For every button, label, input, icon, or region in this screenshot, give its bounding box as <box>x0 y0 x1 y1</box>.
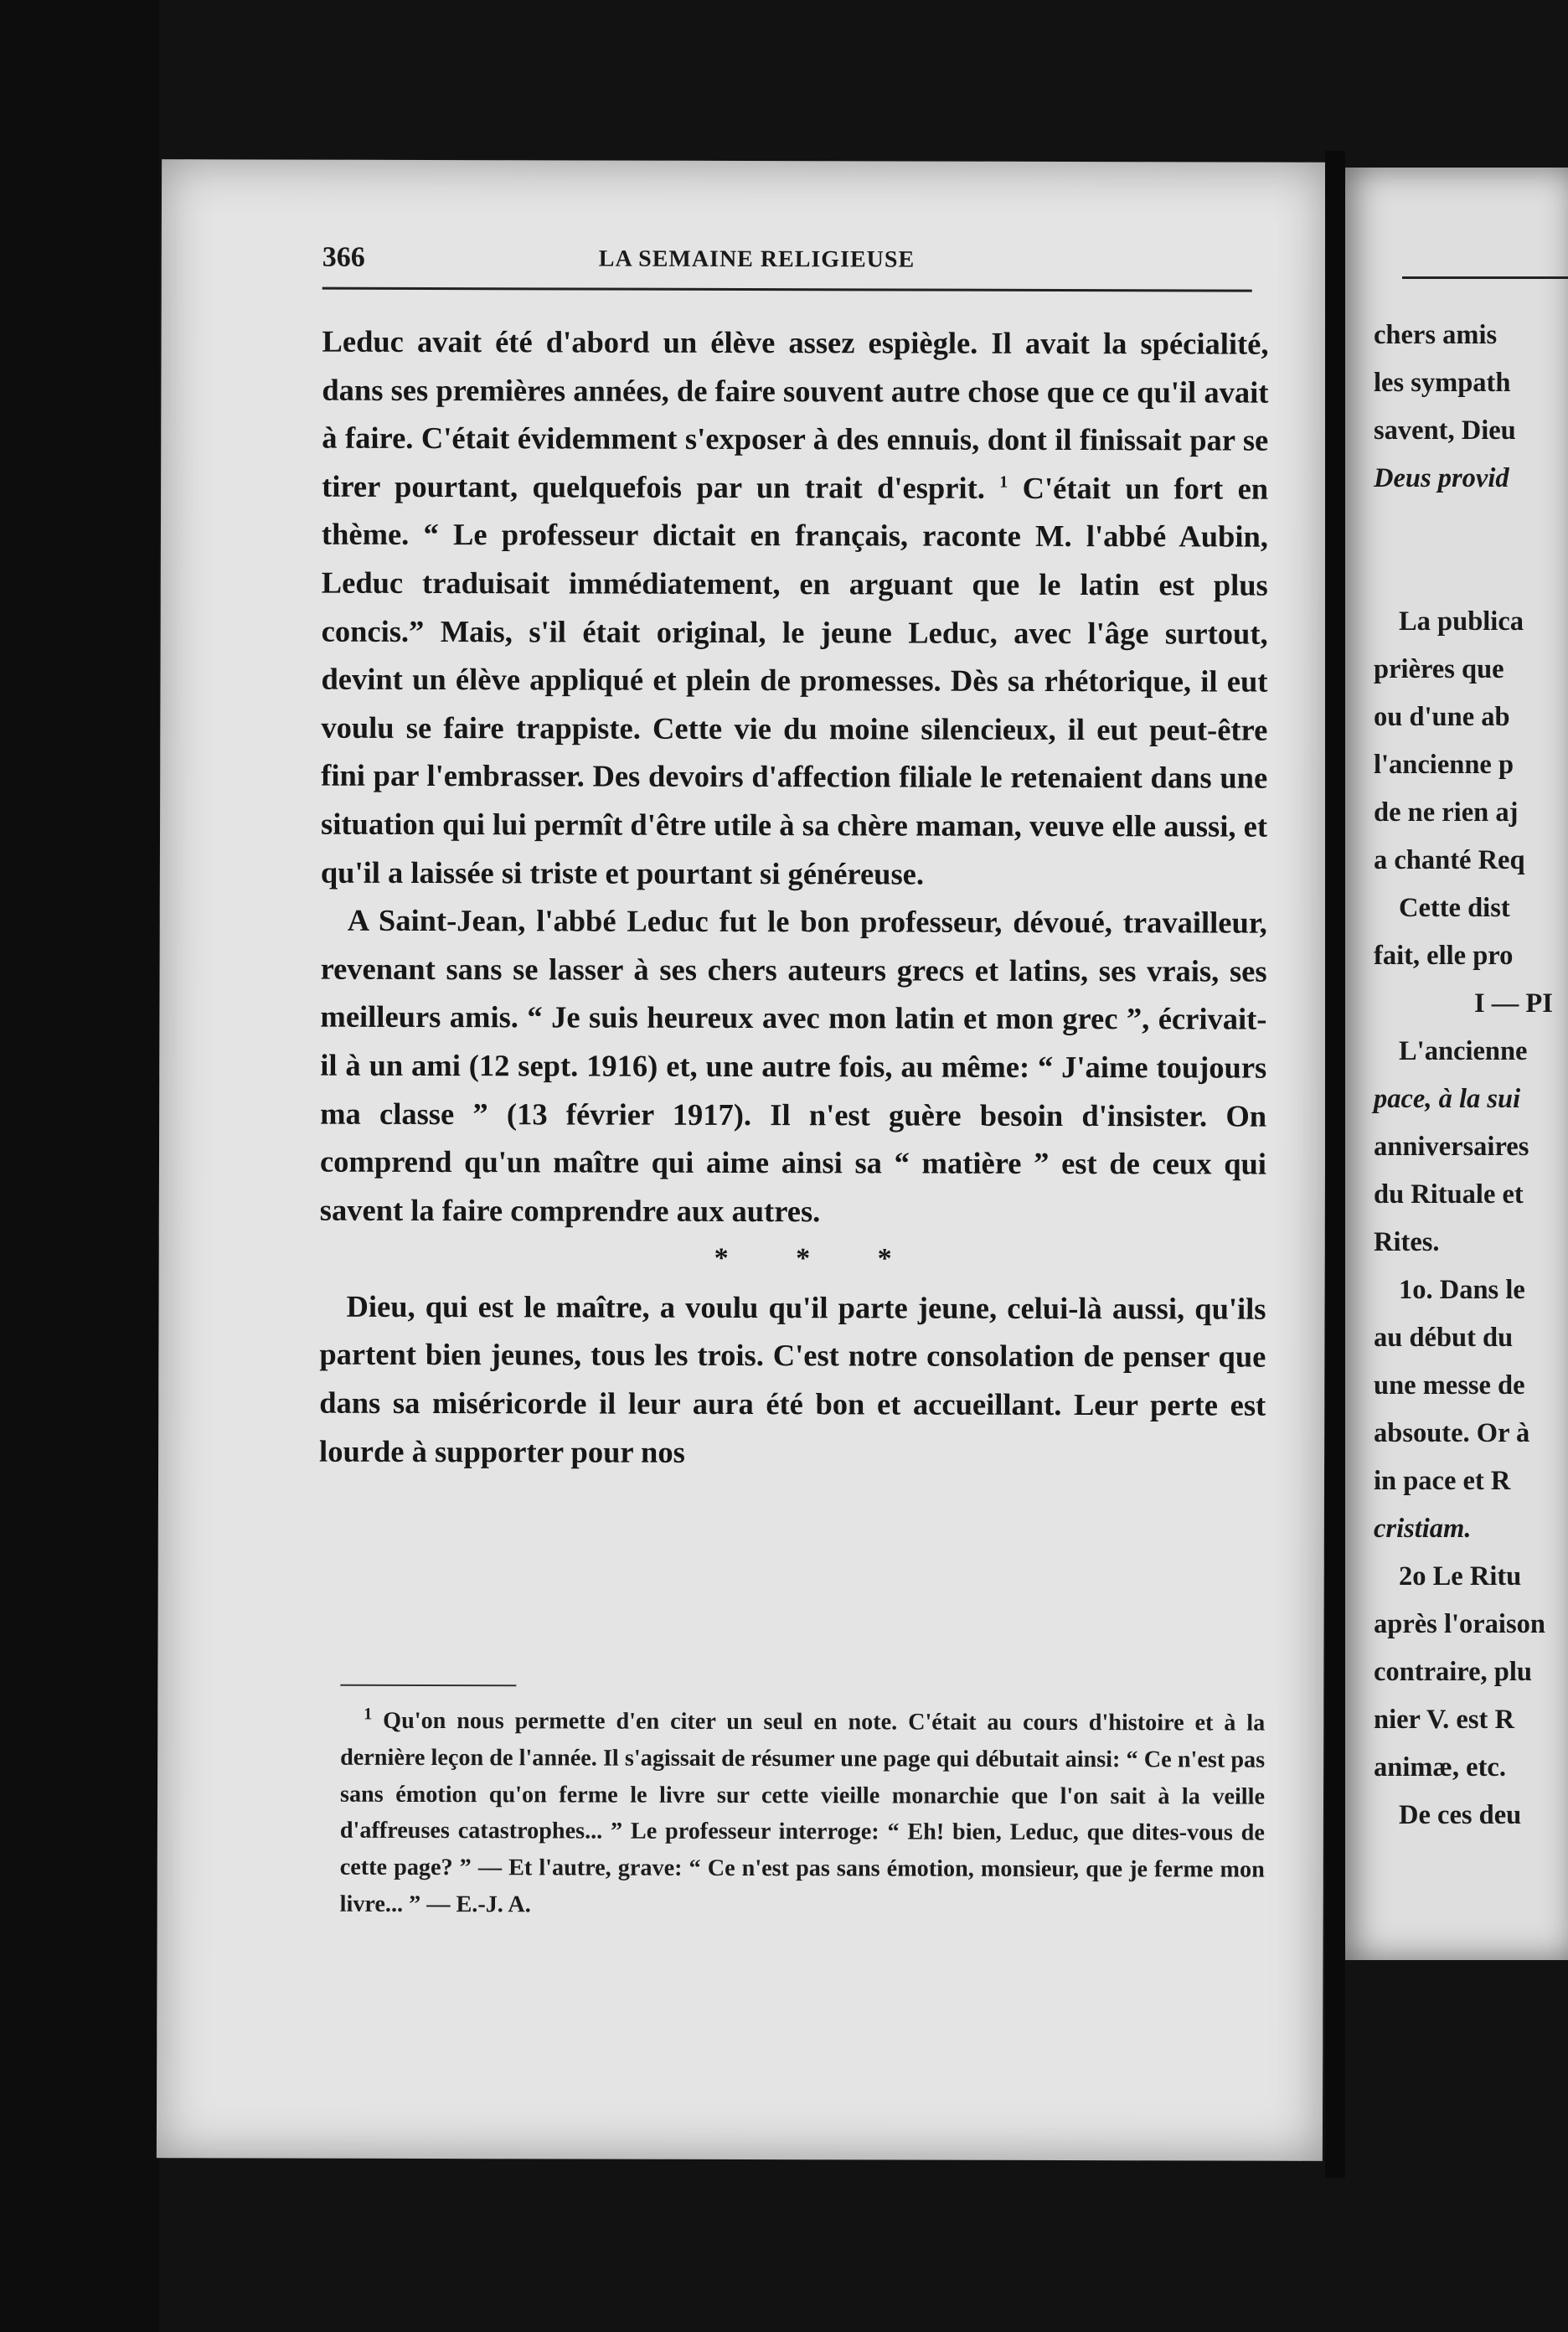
text-line: pace, à la sui <box>1374 1084 1521 1114</box>
text-line: contraire, plu <box>1374 1657 1532 1687</box>
paragraph-text: C'était un fort en thème. “ Le professeur dictait en français, raconte M. l'abbé Aubin, Leduc traduisait immédiatement, en arguant que le latin est plus concis.” Mais, s'il était original, le jeune Leduc, avec l'âge surtout, devint un élève appliqué et plein de promesses. Dès sa rhétorique, il eut voulu se faire trappiste. Cette vie du moine silencieux, il eut peut-être fini par l'embrasser. Des devoirs d'affection filiale le retenaient dans une situation qui lui permît d'être utile à sa chère maman, veuve elle aussi, et qu'il a laissée si triste et pourtant si généreuse. <box>320 470 1269 891</box>
text-line: Deus provid <box>1374 463 1509 493</box>
text-line: au début du <box>1374 1323 1514 1353</box>
article-body <box>319 317 1269 1478</box>
text-line: L'ancienne <box>1399 1036 1528 1066</box>
text-line: a chanté Req <box>1374 845 1525 875</box>
journal-title: LA SEMAINE RELIGIEUSE <box>598 245 916 273</box>
footnote-text: Qu'on nous permette d'en citer un seul en note. C'était au cours d'histoire et à la dernière leçon de l'année. Il s'agissait de résumer une page qui débutait ainsi: “ Ce n'est pas sans émotion qu'on ferme le livre sur cette vieille monarchie que l'on sait à la veille d'affreuses catastrophes... ” Le professeur interroge: “ Eh! bien, Leduc, que dites-vous de cette page? ” — Et l'autre, grave: “ Ce n'est pas sans émotion, monsieur, que je ferme mon livre... ” — E.-J. A. <box>339 1707 1266 1918</box>
running-head <box>322 242 1252 278</box>
left-page <box>157 159 1328 2161</box>
section-heading: I — PI <box>1474 988 1553 1019</box>
footnote-marker: 1 <box>364 1705 373 1724</box>
paragraph <box>321 317 1269 899</box>
paragraph-text: Leduc avait été d'abord un élève assez espiègle. Il avait la spécialité, dans ses premières années, de faire souvent autre chose que ce qu'il avait à faire. C'était évidemment s'exposer à des ennuis, dont il finissait par se tirer pourtant, quelquefois par un trait d'esprit. <box>322 323 1269 505</box>
facing-page <box>1345 168 1568 1960</box>
section-separator: * * * <box>714 1243 922 1275</box>
header-rule <box>322 287 1252 292</box>
text-line <box>1374 503 1568 598</box>
text-line: chers amis <box>1374 320 1498 350</box>
scan-background <box>0 0 159 2332</box>
text-line: Rites. <box>1374 1227 1440 1257</box>
page-number: 366 <box>322 241 365 273</box>
text-line: La publica <box>1399 606 1524 637</box>
text-line: du Rituale et <box>1374 1179 1524 1210</box>
text-line: prières que <box>1374 654 1504 684</box>
footnote-paragraph <box>340 1703 1266 1926</box>
text-line: 1o. Dans le <box>1399 1275 1525 1305</box>
text-line: Cette dist <box>1399 893 1510 923</box>
paragraph: A Saint-Jean, l'abbé Leduc fut le bon professeur, dévoué, travailleur, revenant sans se lasser à ses chers auteurs grecs et latins, ses vrais, ses meilleurs amis. “ Je suis heureux avec mon latin et mon grec ”, écrivait-il à un ami (12 sept. 1916) et, une autre fois, au même: “ J'aime toujours ma classe ” (13 février 1917). Il n'est guère besoin d'insister. On comprend qu'un maître qui aime ainsi sa “ matière ” est de ceux qui savent la faire comprendre aux autres. <box>319 902 1267 1228</box>
text-line: savent, Dieu <box>1374 415 1516 446</box>
footnote-rule <box>340 1685 516 1687</box>
text-line: absoute. Or à <box>1374 1418 1530 1448</box>
text-line: de ne rien aj <box>1374 797 1519 828</box>
text-line: fait, elle pro <box>1374 941 1514 971</box>
text-line: De ces deu <box>1399 1800 1522 1830</box>
text-line: après l'oraison <box>1374 1609 1545 1639</box>
footnote <box>340 1703 1266 1926</box>
text-line: nier V. est R <box>1374 1705 1514 1735</box>
text-line: ou d'une ab <box>1374 702 1510 732</box>
text-line: cristiam. <box>1374 1514 1472 1544</box>
text-line: les sympath <box>1374 368 1511 398</box>
text-line: une messe de <box>1374 1370 1525 1401</box>
text-line: anniversaires <box>1374 1132 1529 1162</box>
facing-header-rule <box>1402 276 1568 279</box>
footnote-reference: 1 <box>999 472 1008 492</box>
text-line: 2o Le Ritu <box>1399 1561 1522 1592</box>
text-line: in pace et R <box>1374 1466 1511 1496</box>
text-line: animæ, etc. <box>1374 1752 1506 1783</box>
book-gutter <box>1325 151 1345 2178</box>
paragraph: Dieu, qui est le maître, a voulu qu'il parte jeune, celui-là aussi, qu'ils partent bien jeunes, tous les trois. C'est notre consolation de penser que dans sa miséricorde il leur aura été bon et accueillant. Leur perte est lourde à supporter pour nos <box>319 1288 1266 1469</box>
text-line: l'ancienne p <box>1374 750 1514 780</box>
facing-page-text <box>1374 312 1568 1839</box>
